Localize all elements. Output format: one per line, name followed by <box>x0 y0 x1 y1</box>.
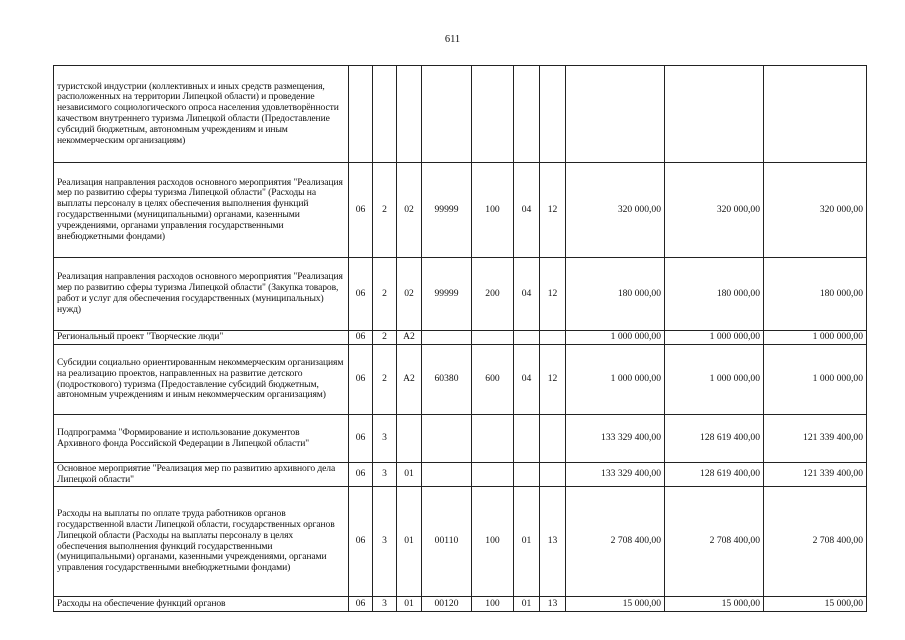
row-code-6: 01 <box>514 597 540 612</box>
row-code-7 <box>540 415 566 463</box>
row-sum-3: 1 000 000,00 <box>764 345 867 415</box>
row-code-2: 2 <box>373 163 397 258</box>
row-sum-2: 15 000,00 <box>665 597 764 612</box>
row-code-5: 600 <box>472 345 514 415</box>
row-name: Региональный проект "Творческие люди" <box>54 331 349 345</box>
page-number: 611 <box>444 34 461 45</box>
row-name: Субсидии социально ориентированным некоммерческим организациям на реализацию проектов, направленных на развитие детского (подросткового) туризма (Предоставление субсидий бюджетным, автономным учреждениям и иным некоммерческим организациям) <box>54 345 349 415</box>
row-sum-2: 2 708 400,00 <box>665 487 764 597</box>
row-sum-3 <box>764 66 867 163</box>
row-code-7: 12 <box>540 345 566 415</box>
row-code-4 <box>422 415 472 463</box>
row-code-2: 3 <box>373 463 397 487</box>
row-code-4: 99999 <box>422 258 472 331</box>
row-name: Расходы на выплаты по оплате труда работников органов государственной власти Липецкой области, государственных органов Липецкой области (Расходы на выплаты персоналу в целях обеспечения выполнения функций государственными (муниципальными) органами, казенными учреждениями, органами управления государственными внебюджетными фондами) <box>54 487 349 597</box>
table-row <box>54 163 867 258</box>
row-sum-1: 180 000,00 <box>566 258 665 331</box>
row-code-7: 12 <box>540 258 566 331</box>
row-code-5: 100 <box>472 487 514 597</box>
table-body <box>54 66 867 612</box>
row-sum-2: 128 619 400,00 <box>665 415 764 463</box>
table-row <box>54 487 867 597</box>
row-sum-2 <box>665 66 764 163</box>
row-name: туристской индустрии (коллективных и иных средств размещения, расположенных на территории Липецкой области) и проведение независимого социологического опроса населения удовлетворённости качеством внутреннего туризма Липецкой области (Предоставление субсидий бюджетным, автономным учреждениям и иным некоммерческим организациям) <box>54 66 349 163</box>
row-code-1: 06 <box>349 345 373 415</box>
row-code-3: 01 <box>397 487 422 597</box>
row-code-6 <box>514 331 540 345</box>
row-code-2: 3 <box>373 487 397 597</box>
row-code-2: 2 <box>373 345 397 415</box>
row-code-3: 01 <box>397 597 422 612</box>
row-sum-1: 1 000 000,00 <box>566 331 665 345</box>
row-code-2: 2 <box>373 331 397 345</box>
row-code-7 <box>540 331 566 345</box>
table-row <box>54 66 867 163</box>
row-code-6: 04 <box>514 163 540 258</box>
row-code-3 <box>397 415 422 463</box>
row-code-3: A2 <box>397 345 422 415</box>
row-sum-3: 121 339 400,00 <box>764 463 867 487</box>
row-code-2 <box>373 66 397 163</box>
row-code-1 <box>349 66 373 163</box>
row-code-1: 06 <box>349 163 373 258</box>
row-code-4 <box>422 66 472 163</box>
row-code-4 <box>422 463 472 487</box>
row-code-5: 100 <box>472 597 514 612</box>
row-code-5: 200 <box>472 258 514 331</box>
row-code-6: 04 <box>514 345 540 415</box>
row-code-6: 01 <box>514 487 540 597</box>
row-sum-2: 180 000,00 <box>665 258 764 331</box>
row-sum-1 <box>566 66 665 163</box>
row-code-4: 99999 <box>422 163 472 258</box>
row-sum-1: 133 329 400,00 <box>566 463 665 487</box>
row-sum-3: 1 000 000,00 <box>764 331 867 345</box>
row-sum-3: 2 708 400,00 <box>764 487 867 597</box>
row-sum-1: 2 708 400,00 <box>566 487 665 597</box>
row-code-1: 06 <box>349 331 373 345</box>
row-code-5 <box>472 415 514 463</box>
row-code-4: 60380 <box>422 345 472 415</box>
row-code-6 <box>514 463 540 487</box>
row-name: Расходы на обеспечение функций органов <box>54 597 349 612</box>
row-sum-3: 121 339 400,00 <box>764 415 867 463</box>
row-code-5: 100 <box>472 163 514 258</box>
row-code-2: 3 <box>373 597 397 612</box>
row-code-5 <box>472 463 514 487</box>
row-name: Реализация направления расходов основного мероприятия "Реализация мер по развитию сферы туризма Липецкой области" (Расходы на выплаты персоналу в целях обеспечения выполнения функций государственными (муниципальными) органами, казенными учреждениями, органами управления государственными внебюджетными фондами) <box>54 163 349 258</box>
row-sum-2: 1 000 000,00 <box>665 345 764 415</box>
row-name: Подпрограмма "Формирование и использование документов Архивного фонда Российской Федерации в Липецкой области" <box>54 415 349 463</box>
table-row <box>54 258 867 331</box>
table-row <box>54 345 867 415</box>
row-code-3 <box>397 66 422 163</box>
row-code-2: 3 <box>373 415 397 463</box>
row-code-1: 06 <box>349 415 373 463</box>
row-code-1: 06 <box>349 487 373 597</box>
row-code-7 <box>540 66 566 163</box>
row-sum-2: 128 619 400,00 <box>665 463 764 487</box>
table-row <box>54 331 867 345</box>
table-row <box>54 597 867 612</box>
row-code-4: 00110 <box>422 487 472 597</box>
row-sum-3: 320 000,00 <box>764 163 867 258</box>
row-code-7 <box>540 463 566 487</box>
row-name: Основное мероприятие "Реализация мер по развитию архивного дела Липецкой области" <box>54 463 349 487</box>
row-code-3: 02 <box>397 258 422 331</box>
row-code-1: 06 <box>349 463 373 487</box>
row-code-3: A2 <box>397 331 422 345</box>
row-sum-3: 180 000,00 <box>764 258 867 331</box>
row-code-5 <box>472 66 514 163</box>
budget-table <box>53 65 867 612</box>
row-sum-2: 320 000,00 <box>665 163 764 258</box>
row-code-7: 12 <box>540 163 566 258</box>
row-code-6: 04 <box>514 258 540 331</box>
row-code-5 <box>472 331 514 345</box>
row-name: Реализация направления расходов основного мероприятия "Реализация мер по развитию сферы туризма Липецкой области" (Закупка товаров, работ и услуг для обеспечения государственных (муниципальных) нужд) <box>54 258 349 331</box>
row-code-7: 13 <box>540 487 566 597</box>
row-code-6 <box>514 415 540 463</box>
row-code-1: 06 <box>349 258 373 331</box>
row-sum-1: 320 000,00 <box>566 163 665 258</box>
row-code-3: 01 <box>397 463 422 487</box>
row-sum-2: 1 000 000,00 <box>665 331 764 345</box>
row-sum-3: 15 000,00 <box>764 597 867 612</box>
row-code-4: 00120 <box>422 597 472 612</box>
row-sum-1: 15 000,00 <box>566 597 665 612</box>
row-code-7: 13 <box>540 597 566 612</box>
table-row <box>54 415 867 463</box>
row-code-6 <box>514 66 540 163</box>
table-row <box>54 463 867 487</box>
row-code-4 <box>422 331 472 345</box>
row-code-1: 06 <box>349 597 373 612</box>
row-sum-1: 133 329 400,00 <box>566 415 665 463</box>
row-sum-1: 1 000 000,00 <box>566 345 665 415</box>
row-code-2: 2 <box>373 258 397 331</box>
row-code-3: 02 <box>397 163 422 258</box>
